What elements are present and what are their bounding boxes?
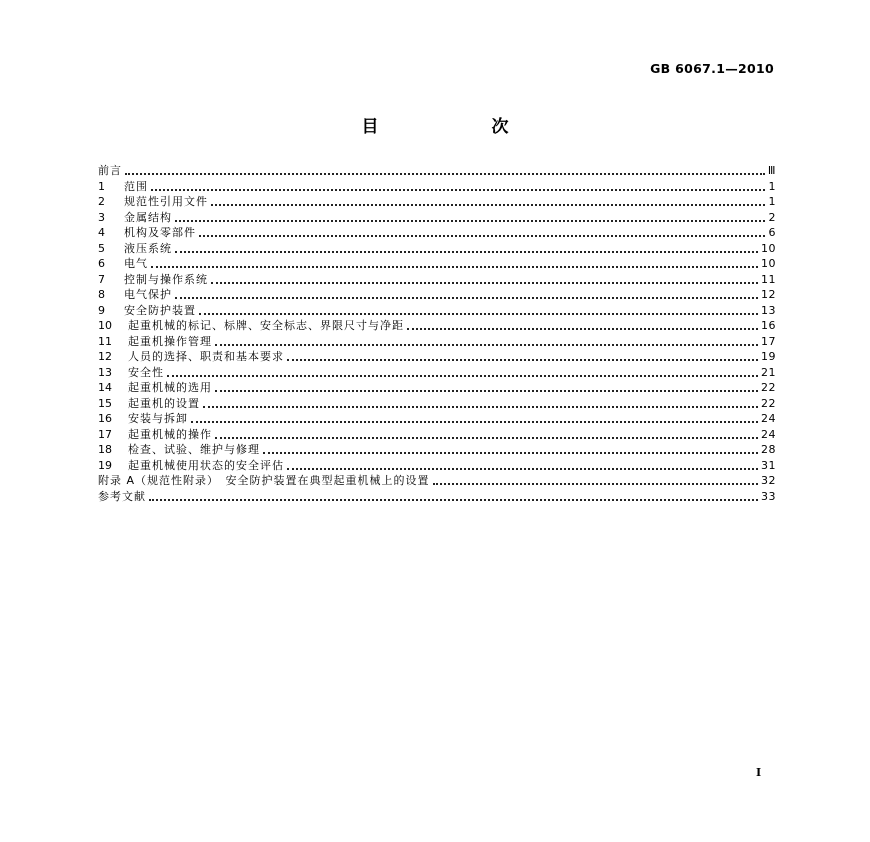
toc-entry[interactable] [98,380,776,396]
toc-entry-number: 3 [98,210,105,224]
toc-entry[interactable] [98,241,776,257]
toc-entry-number: 5 [98,241,105,255]
toc-entry-page: 22 [761,396,776,410]
toc-entry-page: 19 [761,350,776,363]
toc-leader-dots [287,358,758,361]
toc-entry-title: 检查、试验、维护与修理 [128,443,260,456]
toc-leader-dots [287,467,758,470]
toc-entry-page: 17 [761,334,776,348]
toc-entry-page: 2 [768,210,776,224]
table-of-contents [98,163,776,504]
toc-entry[interactable] [98,287,776,303]
toc-leader-dots [175,250,758,253]
toc-entry-page: 22 [761,381,776,394]
toc-leader-dots [199,312,758,315]
toc-entry[interactable] [98,179,776,195]
toc-entry-title: 起重机操作管理 [128,334,212,348]
toc-leader-dots [175,219,765,222]
toc-entry-title: 起重机的设置 [128,396,200,410]
toc-leader-dots [215,343,758,346]
toc-entry[interactable] [98,473,776,489]
toc-entry[interactable] [98,163,776,179]
toc-entry[interactable] [98,411,776,427]
toc-leader-dots [125,172,765,175]
toc-entry-title: 参考文献 [98,489,146,503]
toc-entry-title: 附录 A（规范性附录） 安全防护装置在典型起重机械上的设置 [98,474,430,487]
toc-entry[interactable] [98,427,776,443]
toc-entry-page: 24 [761,427,776,441]
toc-entry-title: 电气保护 [124,288,172,301]
toc-leader-dots [151,265,758,268]
toc-entry-page: 11 [761,272,776,286]
toc-leader-dots [199,234,765,237]
toc-entry-number: 4 [98,226,105,239]
toc-leader-dots [203,405,758,408]
toc-entry-number: 13 [98,365,112,379]
standard-code: GB 6067.1—2010 [650,61,774,76]
page-number: I [756,766,762,779]
toc-entry[interactable] [98,396,776,412]
toc-entry-page: 16 [761,319,776,332]
toc-entry-title: 安全防护装置 [124,303,196,317]
toc-entry[interactable] [98,334,776,350]
toc-entry-number: 10 [98,319,112,332]
toc-entry[interactable] [98,256,776,272]
toc-leader-dots [149,498,758,501]
toc-entry-page: 10 [761,257,776,270]
toc-entry[interactable] [98,303,776,319]
toc-entry-title: 液压系统 [124,241,172,255]
toc-leader-dots [433,482,758,485]
toc-leader-dots [263,451,758,454]
toc-leader-dots [407,327,758,330]
toc-entry[interactable] [98,442,776,458]
toc-entry[interactable] [98,318,776,334]
toc-entry-page: 10 [761,241,776,255]
toc-entry-page: 1 [768,179,776,193]
toc-entry-number: 11 [98,334,112,348]
toc-entry-number: 1 [98,179,105,193]
toc-entry-title: 前言 [98,164,122,177]
toc-entry-page: 6 [768,226,776,239]
toc-entry-title: 电气 [124,257,148,270]
toc-entry-number: 7 [98,272,105,286]
toc-entry[interactable] [98,225,776,241]
toc-entry-number: 9 [98,303,105,317]
toc-leader-dots [211,203,765,206]
toc-leader-dots [211,281,758,284]
toc-entry[interactable] [98,194,776,210]
toc-entry-page: 1 [768,195,776,208]
toc-leader-dots [151,188,765,191]
toc-entry-number: 2 [98,195,105,208]
toc-entry-number: 12 [98,350,112,363]
toc-leader-dots [215,436,758,439]
toc-entry[interactable] [98,489,776,505]
toc-entry-title: 起重机械的选用 [128,381,212,394]
toc-entry-page: 13 [761,303,776,317]
toc-entry-page: 12 [761,288,776,301]
toc-leader-dots [215,389,758,392]
toc-entry-page: 32 [761,474,776,487]
toc-leader-dots [167,374,758,377]
toc-entry-page: Ⅲ [767,164,776,177]
toc-entry[interactable] [98,458,776,474]
toc-entry-number: 17 [98,427,112,441]
toc-leader-dots [191,420,758,423]
toc-entry-title: 规范性引用文件 [124,195,208,208]
toc-entry-title: 起重机械的操作 [128,427,212,441]
toc-entry-number: 18 [98,443,112,456]
toc-entry-page: 21 [761,365,776,379]
toc-entry-number: 16 [98,412,112,425]
toc-entry-number: 6 [98,257,105,270]
toc-entry[interactable] [98,365,776,381]
toc-entry-number: 14 [98,381,112,394]
toc-entry-number: 8 [98,288,105,301]
toc-entry-title: 控制与操作系统 [124,272,208,286]
toc-entry[interactable] [98,272,776,288]
toc-leader-dots [175,296,758,299]
toc-entry-title: 机构及零部件 [124,226,196,239]
toc-entry-page: 31 [761,458,776,472]
toc-entry-page: 33 [761,489,776,503]
toc-entry-title: 人员的选择、职责和基本要求 [128,350,284,363]
toc-entry-number: 15 [98,396,112,410]
toc-entry-title: 范围 [124,179,148,193]
toc-entry-title: 起重机械的标记、标牌、安全标志、界限尺寸与净距 [128,319,404,332]
toc-entry[interactable] [98,349,776,365]
toc-entry-title: 金属结构 [124,210,172,224]
toc-entry-title: 安全性 [128,365,164,379]
toc-entry-number: 19 [98,458,112,472]
toc-entry-page: 28 [761,443,776,456]
toc-entry-title: 安装与拆卸 [128,412,188,425]
toc-entry-page: 24 [761,412,776,425]
toc-entry-title: 起重机械使用状态的安全评估 [128,458,284,472]
toc-entry[interactable] [98,210,776,226]
page-title: 目 次 [361,117,557,137]
